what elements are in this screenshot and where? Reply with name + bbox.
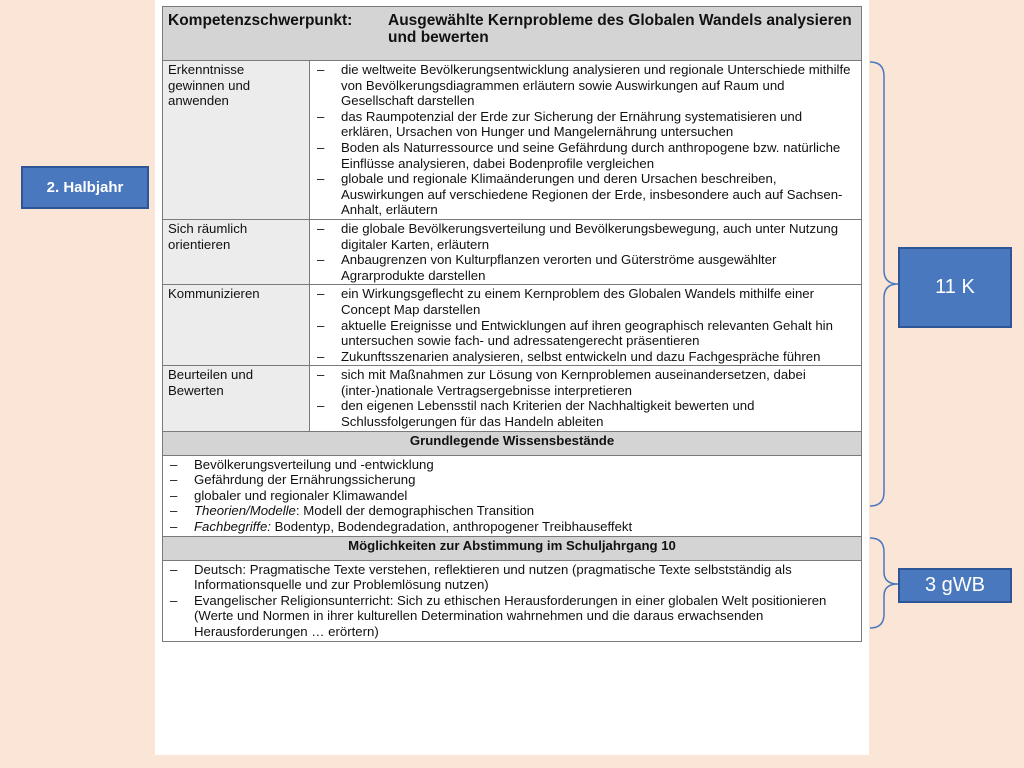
list-item: – sich mit Maßnahmen zur Lösung von Kernproblemen auseinandersetzen, dabei (inter-)nationale Vertragsergebnisse interpretieren — [315, 367, 856, 398]
list-item: – Anbaugrenzen von Kulturpflanzen verorten und Güterströme ausgewählter Agrarprodukte darstellen — [315, 252, 856, 283]
list-item: – ein Wirkungsgeflecht zu einem Kernproblem des Globalen Wandels mithilfe einer Concept Map darstellen — [315, 286, 856, 317]
list-item: – das Raumpotenzial der Erde zur Sicherung der Ernährung systematisieren und erklären, Ursachen von Hunger und Mangelernährung untersuchen — [315, 109, 856, 140]
fachbegriffe-label: Fachbegriffe: — [194, 519, 271, 535]
list-item: – Deutsch: Pragmatische Texte verstehen, reflektieren und nutzen (pragmatische Texte selbstständig als Informationsquelle und zur Problemlösung nutzen) — [168, 562, 856, 593]
list-item: – Bevölkerungsverteilung und -entwicklung — [168, 457, 856, 473]
kompetenzen-count-label: 11 K — [898, 247, 1012, 328]
list-item: – die globale Bevölkerungsverteilung und Bevölkerungsbewegung, auch unter Nutzung digitaler Karten, erläutern — [315, 221, 856, 252]
list-item: – Gefährdung der Ernährungssicherung — [168, 472, 856, 488]
wissen-count-label: 3 gWB — [898, 568, 1012, 603]
halbjahr-label: 2. Halbjahr — [21, 166, 149, 209]
abstimmung-title: Möglichkeiten zur Abstimmung im Schuljahrgang 10 — [163, 536, 862, 560]
wissen-brace-icon — [870, 538, 898, 628]
theorien-text: : Modell der demographischen Transition — [295, 503, 535, 519]
section-label: Beurteilen und Bewerten — [163, 366, 310, 431]
wissen-title: Grundlegende Wissensbestände — [163, 431, 862, 455]
list-item: – Evangelischer Religionsunterricht: Sich zu ethischen Herausforderungen in einer globalen Welt positionieren (Werte und Normen in ihrer kulturellen Determination wahrnehmen und die daraus erwachsenden Herausforderungen … erörtern) — [168, 593, 856, 640]
list-item: – aktuelle Ereignisse und Entwicklungen auf ihren geographisch relevanten Gehalt hin untersuchen sowie fach- und adressatengerecht präsentieren — [315, 318, 856, 349]
list-item: – globale und regionale Klimaänderungen und deren Ursachen beschreiben, Auswirkungen auf verschiedene Regionen der Erde, insbesondere auch auf Sachsen-Anhalt, erläutern — [315, 171, 856, 218]
list-item: – globaler und regionaler Klimawandel — [168, 488, 856, 504]
fachbegriffe-text: Bodentyp, Bodendegradation, anthropogener Treibhauseffekt — [270, 519, 633, 535]
header-key: Kompetenzschwerpunkt: — [168, 12, 353, 29]
list-item: – Zukunftsszenarien analysieren, selbst entwickeln und dazu Fachgespräche führen — [315, 349, 856, 365]
list-item: – die weltweite Bevölkerungsentwicklung analysieren und regionale Unterschiede mithilfe von Bevölkerungsdiagrammen erläutern sowie Auswirkungen auf Raum und Gesellschaft darstellen — [315, 62, 856, 109]
section-label: Sich räumlich orientieren — [163, 219, 310, 284]
competence-brace-icon — [870, 62, 898, 506]
list-item: – Boden als Naturressource und seine Gefährdung durch anthropogene bzw. natürliche Einflüsse analysieren, dabei Bodenprofile vergleichen — [315, 140, 856, 171]
list-item: – den eigenen Lebensstil nach Kriterien der Nachhaltigkeit bewerten und Schlussfolgerungen für das Handeln ableiten — [315, 398, 856, 429]
header-title: Ausgewählte Kernprobleme des Globalen Wandels analysieren und bewerten — [388, 12, 852, 46]
theorien-label: Theorien/Modelle — [194, 503, 296, 519]
section-label: Kommunizieren — [163, 285, 310, 366]
section-label: Erkenntnisse gewinnen und anwenden — [163, 61, 310, 220]
